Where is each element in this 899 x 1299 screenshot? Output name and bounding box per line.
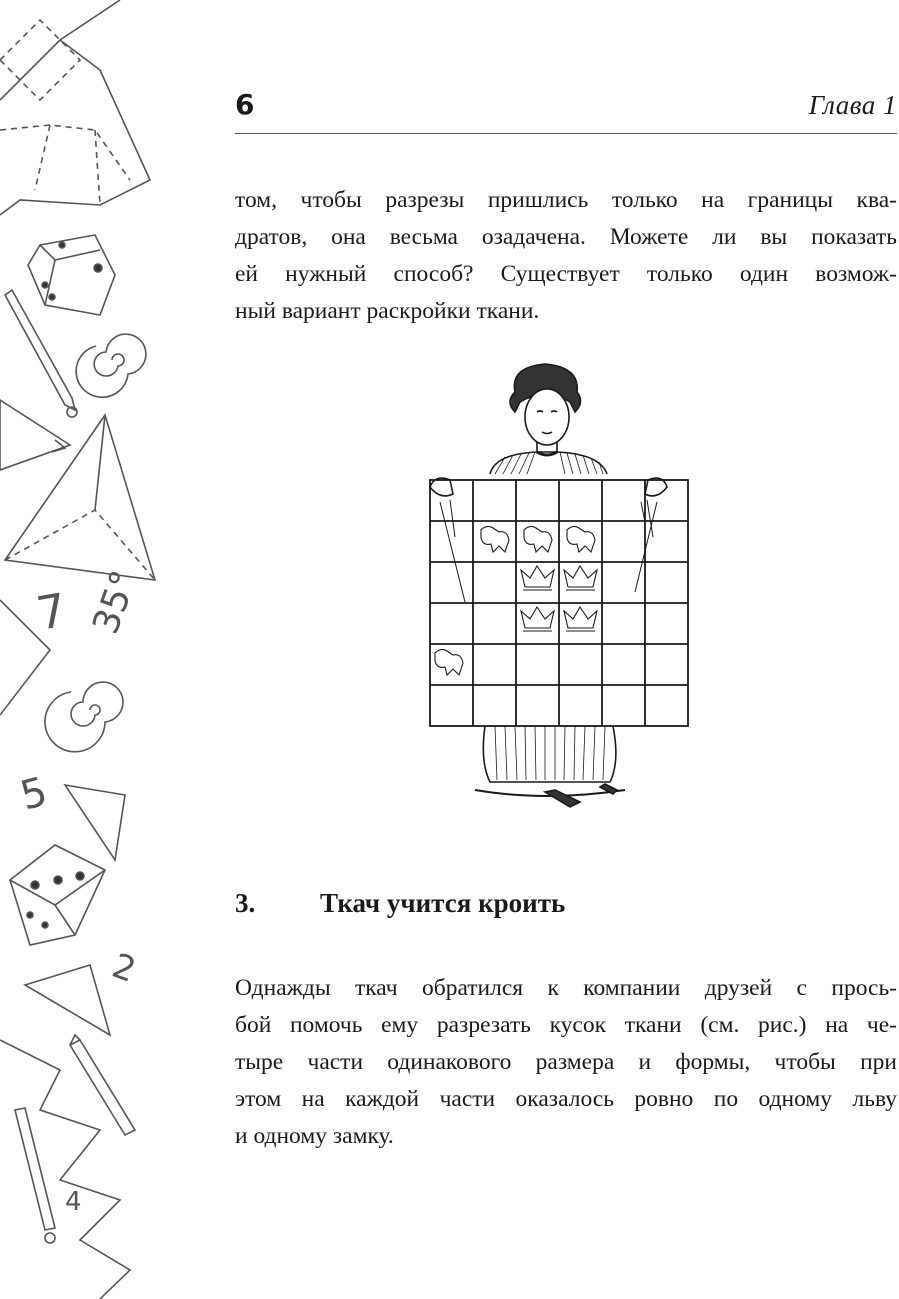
number-2-doodle: 2 xyxy=(106,945,141,991)
chapter-title: Глава 1 xyxy=(808,90,897,120)
problem-paragraph xyxy=(235,970,897,1155)
number-7-doodle: 7 xyxy=(32,582,71,641)
pencil-icon-2 xyxy=(70,1035,135,1135)
text-line: бой помочь ему разрезать кусок ткани (см. рис.) на че- xyxy=(235,1012,897,1038)
pyramid-icon xyxy=(5,415,155,580)
page-number: 6 xyxy=(235,88,255,121)
woman-skirt xyxy=(483,726,616,782)
text-line: дратов, она весьма озадачена. Можете ли вы показать xyxy=(235,224,897,250)
spiral-icon xyxy=(76,334,146,397)
text-line: ный вариант раскройки ткани. xyxy=(235,298,540,324)
die-icon-2 xyxy=(10,845,105,945)
lion-icon xyxy=(435,526,595,675)
margin-decoration xyxy=(0,0,160,1299)
die-icon xyxy=(28,235,115,315)
text-line: и одному замку. xyxy=(235,1123,394,1149)
text-line: Однажды ткач обратился к компании друзей с прось- xyxy=(235,975,897,1001)
cloth-figure-illustration xyxy=(395,362,705,812)
angle-35-doodle: 35° xyxy=(85,565,146,640)
intro-paragraph xyxy=(235,182,897,330)
triangle-ruler-icon xyxy=(0,400,70,470)
text-line: этом на каждой части оказалось ровно по одному льву xyxy=(235,1086,897,1112)
number-4-doodle: 4 xyxy=(65,1187,82,1217)
polyhedron-icon xyxy=(0,0,150,215)
spiral-icon-2 xyxy=(45,682,123,752)
triangle-icon-3 xyxy=(65,785,125,860)
triangle-icon-4 xyxy=(25,965,110,1035)
number-5-doodle: 5 xyxy=(15,768,53,820)
section-number: 3. xyxy=(235,888,256,918)
text-line: том, чтобы разрезы пришлись только на границы ква- xyxy=(235,187,897,213)
page-header xyxy=(235,88,897,130)
pencil-icon-3 xyxy=(15,1108,55,1243)
header-divider xyxy=(235,133,897,134)
text-line: тыре части одинакового размера и формы, чтобы при xyxy=(235,1049,897,1075)
woman-face xyxy=(525,389,569,445)
zigzag-icon xyxy=(0,1040,130,1299)
text-line: ей нужный способ? Существует только один возмож- xyxy=(235,261,897,287)
section-title: Ткач учится кроить xyxy=(320,888,566,918)
